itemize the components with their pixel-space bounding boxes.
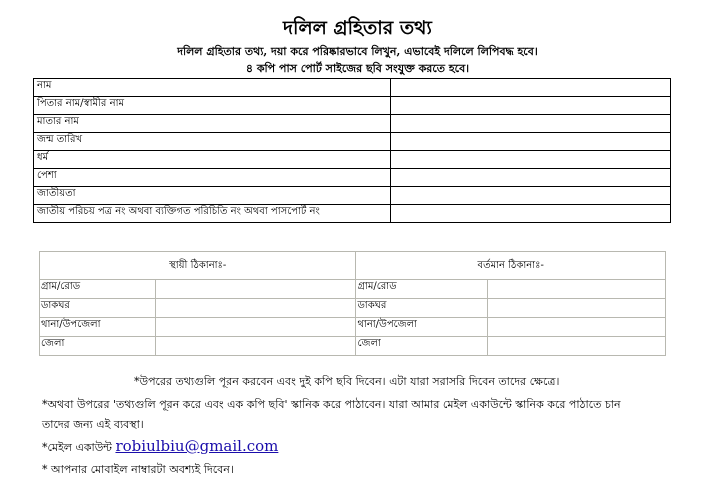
field-value[interactable] [391,205,671,223]
present-field-value[interactable] [488,299,666,318]
permanent-field-value[interactable] [156,280,356,299]
present-field-label: জেলা [356,337,488,356]
field-label: জন্ম তারিখ [34,133,391,151]
present-field-label: ডাকঘর [356,299,488,318]
note-email [42,437,278,458]
field-label: পিতার নাম/স্বামীর নাম [34,97,391,115]
page-title: দলিল গ্রহিতার তথ্য [283,17,432,39]
note-direct: *উপরের তথ্যগুলি পূরন করবেন এবং দুই কপি ছবি দিবেন। এটা যারা সরাসরি দিবেন তাদের ক্ষেত্রে। [134,375,560,388]
permanent-field-label: গ্রাম/রোড [40,280,156,299]
permanent-field-label: ডাকঘর [40,299,156,318]
field-label: পেশা [34,169,391,187]
permanent-field-value[interactable] [156,318,356,337]
field-value[interactable] [391,151,671,169]
field-label: জাতীয় পরিচয় পত্র নং অথবা ব্যক্তিগত পরিচিতি নং অথবা পাসপোর্ট নং [34,205,391,223]
permanent-address-header: স্থায়ী ঠিকানাঃ- [40,252,356,280]
info-row [34,97,671,115]
note-scan: *অথবা উপরের 'তথ্যগুলি পূরন করে এবং এক কপি ছবি' স্কানিক করে পাঠাবেন। যারা আমার মেইল একাউন্টে স্কানিক করে পাঠাতে চান [42,398,621,411]
email-label: *মেইল একাউন্ট [42,441,112,454]
address-row [40,299,666,318]
present-field-value[interactable] [488,318,666,337]
info-row [34,205,671,223]
info-row [34,187,671,205]
note-mobile: * আপনার মোবাইল নাম্বারটা অবশ্যই দিবেন। [42,463,234,476]
subtitle-photos: ৪ কপি পাস পোর্ট সাইজের ছবি সংযুক্ত করতে হবে। [245,62,470,75]
permanent-field-value[interactable] [156,299,356,318]
address-row [40,280,666,299]
info-row [34,115,671,133]
present-field-label: থানা/উপজেলা [356,318,488,337]
permanent-field-label: জেলা [40,337,156,356]
note-scan-cont: তাদের জন্য এই ব্যবস্থা। [42,418,144,431]
personal-info-table [33,78,671,223]
field-value[interactable] [391,115,671,133]
present-address-header: বর্তমান ঠিকানাঃ- [356,252,666,280]
subtitle-instructions: দলিল গ্রহিতার তথ্য, দয়া করে পরিষ্কারভাবে লিখুন, এভাবেই দলিলে লিপিবদ্ধ হবে। [177,45,538,58]
field-label: নাম [34,79,391,97]
field-value[interactable] [391,97,671,115]
address-row [40,337,666,356]
field-value[interactable] [391,133,671,151]
field-value[interactable] [391,169,671,187]
field-value[interactable] [391,187,671,205]
present-field-label: গ্রাম/রোড [356,280,488,299]
info-row [34,133,671,151]
info-row [34,151,671,169]
info-row [34,169,671,187]
address-table [39,251,666,356]
email-link[interactable]: robiulbiu@gmail.com [115,437,279,455]
present-field-value[interactable] [488,280,666,299]
permanent-field-value[interactable] [156,337,356,356]
address-row [40,318,666,337]
field-label: ধর্ম [34,151,391,169]
present-field-value[interactable] [488,337,666,356]
field-value[interactable] [391,79,671,97]
field-label: মাতার নাম [34,115,391,133]
info-row [34,79,671,97]
field-label: জাতীয়তা [34,187,391,205]
permanent-field-label: থানা/উপজেলা [40,318,156,337]
